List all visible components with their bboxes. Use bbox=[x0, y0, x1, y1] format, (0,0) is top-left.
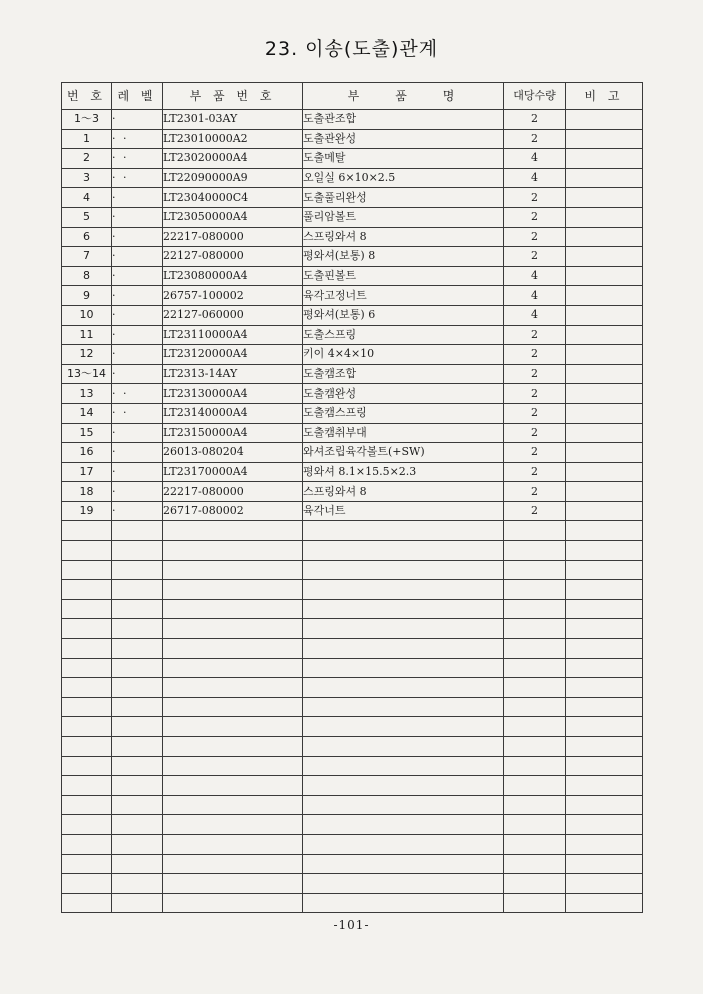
cell-remarks bbox=[566, 443, 643, 463]
cell-part-name: 육각고정너트 bbox=[303, 286, 504, 306]
empty-cell bbox=[163, 580, 303, 600]
empty-cell bbox=[303, 834, 504, 854]
empty-cell bbox=[504, 795, 566, 815]
cell-part-name: 도출캠취부대 bbox=[303, 423, 504, 443]
cell-remarks bbox=[566, 168, 643, 188]
empty-row bbox=[62, 717, 643, 737]
empty-cell bbox=[566, 756, 643, 776]
cell-qty: 2 bbox=[504, 364, 566, 384]
cell-part-no: LT23170000A4 bbox=[163, 462, 303, 482]
empty-cell bbox=[303, 541, 504, 561]
empty-row bbox=[62, 737, 643, 757]
empty-cell bbox=[62, 580, 112, 600]
cell-part-no: 22127-060000 bbox=[163, 305, 303, 325]
cell-level: · bbox=[112, 286, 163, 306]
empty-cell bbox=[303, 717, 504, 737]
empty-cell bbox=[566, 619, 643, 639]
cell-level: · bbox=[112, 462, 163, 482]
empty-cell bbox=[62, 658, 112, 678]
cell-remarks bbox=[566, 423, 643, 443]
header-level: 레 벨 bbox=[112, 83, 163, 110]
empty-cell bbox=[566, 697, 643, 717]
cell-part-no: LT23010000A2 bbox=[163, 129, 303, 149]
empty-row bbox=[62, 658, 643, 678]
empty-cell bbox=[566, 795, 643, 815]
table-row bbox=[62, 364, 643, 384]
empty-cell bbox=[303, 619, 504, 639]
cell-level: · bbox=[112, 443, 163, 463]
empty-cell bbox=[504, 874, 566, 894]
cell-qty: 4 bbox=[504, 149, 566, 169]
table-body bbox=[62, 110, 643, 913]
cell-part-no: LT23050000A4 bbox=[163, 207, 303, 227]
cell-level: · · bbox=[112, 384, 163, 404]
empty-cell bbox=[504, 678, 566, 698]
table-row bbox=[62, 266, 643, 286]
empty-cell bbox=[163, 874, 303, 894]
empty-cell bbox=[163, 639, 303, 659]
empty-cell bbox=[303, 580, 504, 600]
cell-qty: 2 bbox=[504, 482, 566, 502]
empty-cell bbox=[504, 737, 566, 757]
cell-part-name: 도출메탈 bbox=[303, 149, 504, 169]
cell-part-name: 도출관조합 bbox=[303, 110, 504, 130]
empty-cell bbox=[566, 521, 643, 541]
cell-part-name: 육각너트 bbox=[303, 501, 504, 521]
page-number: -101- bbox=[333, 918, 370, 932]
cell-remarks bbox=[566, 305, 643, 325]
empty-cell bbox=[62, 854, 112, 874]
cell-part-no: LT23020000A4 bbox=[163, 149, 303, 169]
empty-cell bbox=[163, 619, 303, 639]
cell-no: 8 bbox=[62, 266, 112, 286]
empty-row bbox=[62, 678, 643, 698]
cell-remarks bbox=[566, 110, 643, 130]
cell-part-name: 평와셔 8.1×15.5×2.3 bbox=[303, 462, 504, 482]
cell-part-name: 키이 4×4×10 bbox=[303, 345, 504, 365]
cell-no: 9 bbox=[62, 286, 112, 306]
cell-part-name: 도출캠조합 bbox=[303, 364, 504, 384]
empty-cell bbox=[112, 776, 163, 796]
cell-level: · · bbox=[112, 403, 163, 423]
cell-level: · bbox=[112, 110, 163, 130]
cell-remarks bbox=[566, 403, 643, 423]
empty-row bbox=[62, 560, 643, 580]
cell-qty: 2 bbox=[504, 325, 566, 345]
cell-part-name: 도출핀볼트 bbox=[303, 266, 504, 286]
empty-cell bbox=[163, 815, 303, 835]
header-part-no: 부 품 번 호 bbox=[163, 83, 303, 110]
cell-part-name: 도출캠스프링 bbox=[303, 403, 504, 423]
cell-qty: 2 bbox=[504, 227, 566, 247]
empty-cell bbox=[163, 795, 303, 815]
empty-cell bbox=[504, 639, 566, 659]
empty-cell bbox=[504, 521, 566, 541]
cell-part-name: 스프링와셔 8 bbox=[303, 227, 504, 247]
empty-cell bbox=[112, 854, 163, 874]
cell-no: 5 bbox=[62, 207, 112, 227]
empty-cell bbox=[504, 756, 566, 776]
table-row bbox=[62, 345, 643, 365]
cell-level: · · bbox=[112, 129, 163, 149]
empty-row bbox=[62, 619, 643, 639]
empty-row bbox=[62, 815, 643, 835]
empty-cell bbox=[504, 619, 566, 639]
empty-cell bbox=[163, 678, 303, 698]
empty-cell bbox=[112, 717, 163, 737]
table-row bbox=[62, 443, 643, 463]
empty-cell bbox=[504, 834, 566, 854]
table-row bbox=[62, 207, 643, 227]
cell-remarks bbox=[566, 384, 643, 404]
cell-no: 1 bbox=[62, 129, 112, 149]
table-row bbox=[62, 501, 643, 521]
empty-cell bbox=[62, 639, 112, 659]
cell-remarks bbox=[566, 501, 643, 521]
empty-cell bbox=[112, 756, 163, 776]
cell-level: · bbox=[112, 207, 163, 227]
cell-level: · bbox=[112, 247, 163, 267]
cell-no: 14 bbox=[62, 403, 112, 423]
cell-no: 12 bbox=[62, 345, 112, 365]
cell-qty: 2 bbox=[504, 207, 566, 227]
table-row bbox=[62, 129, 643, 149]
cell-remarks bbox=[566, 266, 643, 286]
empty-cell bbox=[303, 521, 504, 541]
cell-level: · bbox=[112, 423, 163, 443]
cell-part-no: 22217-080000 bbox=[163, 227, 303, 247]
cell-part-name: 도출스프링 bbox=[303, 325, 504, 345]
empty-cell bbox=[62, 874, 112, 894]
cell-level: · bbox=[112, 501, 163, 521]
empty-cell bbox=[566, 580, 643, 600]
empty-cell bbox=[303, 854, 504, 874]
empty-cell bbox=[504, 541, 566, 561]
table-row bbox=[62, 247, 643, 267]
cell-level: · bbox=[112, 364, 163, 384]
cell-qty: 4 bbox=[504, 286, 566, 306]
empty-cell bbox=[566, 874, 643, 894]
table-row bbox=[62, 482, 643, 502]
empty-cell bbox=[163, 893, 303, 913]
empty-cell bbox=[566, 893, 643, 913]
empty-cell bbox=[62, 795, 112, 815]
parts-table bbox=[61, 82, 643, 913]
cell-level: · bbox=[112, 325, 163, 345]
cell-part-name: 도출풀리완성 bbox=[303, 188, 504, 208]
empty-cell bbox=[112, 580, 163, 600]
cell-part-no: LT23110000A4 bbox=[163, 325, 303, 345]
cell-no: 19 bbox=[62, 501, 112, 521]
empty-cell bbox=[62, 678, 112, 698]
empty-cell bbox=[566, 834, 643, 854]
cell-part-no: 26013-080204 bbox=[163, 443, 303, 463]
empty-cell bbox=[62, 834, 112, 854]
empty-row bbox=[62, 756, 643, 776]
cell-part-name: 평와셔(보통) 8 bbox=[303, 247, 504, 267]
cell-no: 10 bbox=[62, 305, 112, 325]
empty-cell bbox=[62, 737, 112, 757]
empty-cell bbox=[163, 599, 303, 619]
empty-cell bbox=[62, 756, 112, 776]
empty-cell bbox=[163, 737, 303, 757]
cell-no: 15 bbox=[62, 423, 112, 443]
cell-qty: 4 bbox=[504, 168, 566, 188]
cell-remarks bbox=[566, 149, 643, 169]
table-row bbox=[62, 403, 643, 423]
cell-no: 11 bbox=[62, 325, 112, 345]
cell-part-name: 도출캠완성 bbox=[303, 384, 504, 404]
table-row bbox=[62, 149, 643, 169]
empty-row bbox=[62, 599, 643, 619]
cell-part-no: LT2301-03AY bbox=[163, 110, 303, 130]
cell-part-no: LT2313-14AY bbox=[163, 364, 303, 384]
empty-cell bbox=[112, 893, 163, 913]
cell-part-no: 26717-080002 bbox=[163, 501, 303, 521]
empty-cell bbox=[566, 639, 643, 659]
empty-row bbox=[62, 776, 643, 796]
empty-cell bbox=[303, 756, 504, 776]
empty-cell bbox=[566, 737, 643, 757]
empty-cell bbox=[112, 678, 163, 698]
empty-cell bbox=[504, 776, 566, 796]
cell-no: 18 bbox=[62, 482, 112, 502]
cell-level: · bbox=[112, 305, 163, 325]
cell-level: · bbox=[112, 345, 163, 365]
cell-level: · bbox=[112, 227, 163, 247]
cell-no: 3 bbox=[62, 168, 112, 188]
empty-cell bbox=[62, 815, 112, 835]
cell-qty: 2 bbox=[504, 110, 566, 130]
cell-qty: 2 bbox=[504, 129, 566, 149]
cell-part-no: LT23040000C4 bbox=[163, 188, 303, 208]
cell-remarks bbox=[566, 227, 643, 247]
cell-qty: 2 bbox=[504, 501, 566, 521]
cell-level: · bbox=[112, 482, 163, 502]
empty-cell bbox=[62, 521, 112, 541]
empty-cell bbox=[112, 737, 163, 757]
empty-cell bbox=[566, 776, 643, 796]
empty-cell bbox=[504, 560, 566, 580]
table-row bbox=[62, 325, 643, 345]
cell-part-no: 26757-100002 bbox=[163, 286, 303, 306]
empty-row bbox=[62, 893, 643, 913]
cell-remarks bbox=[566, 482, 643, 502]
cell-qty: 2 bbox=[504, 403, 566, 423]
cell-remarks bbox=[566, 129, 643, 149]
empty-cell bbox=[163, 658, 303, 678]
cell-part-name: 오일실 6×10×2.5 bbox=[303, 168, 504, 188]
cell-part-name: 스프링와셔 8 bbox=[303, 482, 504, 502]
empty-cell bbox=[62, 541, 112, 561]
empty-cell bbox=[112, 619, 163, 639]
cell-remarks bbox=[566, 207, 643, 227]
cell-part-no: LT23150000A4 bbox=[163, 423, 303, 443]
empty-row bbox=[62, 639, 643, 659]
cell-level: · bbox=[112, 188, 163, 208]
header-part-name: 부 품 명 bbox=[303, 83, 504, 110]
cell-qty: 2 bbox=[504, 247, 566, 267]
cell-no: 4 bbox=[62, 188, 112, 208]
cell-remarks bbox=[566, 345, 643, 365]
empty-cell bbox=[566, 678, 643, 698]
cell-no: 16 bbox=[62, 443, 112, 463]
empty-cell bbox=[504, 717, 566, 737]
empty-row bbox=[62, 834, 643, 854]
header-row bbox=[62, 83, 643, 110]
cell-part-no: LT22090000A9 bbox=[163, 168, 303, 188]
empty-row bbox=[62, 521, 643, 541]
empty-cell bbox=[303, 599, 504, 619]
empty-row bbox=[62, 874, 643, 894]
cell-qty: 4 bbox=[504, 305, 566, 325]
empty-cell bbox=[163, 697, 303, 717]
empty-cell bbox=[303, 697, 504, 717]
cell-remarks bbox=[566, 286, 643, 306]
cell-qty: 2 bbox=[504, 443, 566, 463]
empty-cell bbox=[504, 599, 566, 619]
empty-cell bbox=[303, 893, 504, 913]
empty-cell bbox=[163, 560, 303, 580]
cell-qty: 2 bbox=[504, 345, 566, 365]
empty-cell bbox=[112, 834, 163, 854]
table-row bbox=[62, 110, 643, 130]
cell-no: 7 bbox=[62, 247, 112, 267]
cell-level: · bbox=[112, 266, 163, 286]
header-remarks: 비 고 bbox=[566, 83, 643, 110]
empty-cell bbox=[303, 815, 504, 835]
empty-cell bbox=[504, 580, 566, 600]
empty-cell bbox=[62, 893, 112, 913]
cell-remarks bbox=[566, 364, 643, 384]
empty-cell bbox=[112, 541, 163, 561]
empty-cell bbox=[163, 756, 303, 776]
empty-cell bbox=[163, 854, 303, 874]
empty-row bbox=[62, 795, 643, 815]
empty-cell bbox=[112, 560, 163, 580]
empty-cell bbox=[163, 521, 303, 541]
empty-cell bbox=[303, 658, 504, 678]
empty-cell bbox=[566, 599, 643, 619]
cell-level: · · bbox=[112, 168, 163, 188]
page-title: 23. 이송(도출)관계 bbox=[264, 38, 439, 60]
table-row bbox=[62, 423, 643, 443]
cell-qty: 2 bbox=[504, 384, 566, 404]
empty-cell bbox=[112, 521, 163, 541]
empty-cell bbox=[504, 893, 566, 913]
cell-part-name: 와셔조립육각볼트(+SW) bbox=[303, 443, 504, 463]
empty-cell bbox=[566, 560, 643, 580]
cell-part-no: LT23140000A4 bbox=[163, 403, 303, 423]
empty-cell bbox=[566, 854, 643, 874]
empty-cell bbox=[62, 560, 112, 580]
cell-remarks bbox=[566, 188, 643, 208]
cell-level: · · bbox=[112, 149, 163, 169]
empty-cell bbox=[112, 874, 163, 894]
empty-cell bbox=[303, 560, 504, 580]
table-row bbox=[62, 286, 643, 306]
empty-row bbox=[62, 697, 643, 717]
empty-cell bbox=[504, 697, 566, 717]
table-row bbox=[62, 305, 643, 325]
empty-cell bbox=[303, 737, 504, 757]
empty-cell bbox=[62, 717, 112, 737]
cell-remarks bbox=[566, 325, 643, 345]
empty-cell bbox=[163, 541, 303, 561]
cell-qty: 2 bbox=[504, 188, 566, 208]
cell-part-no: 22127-080000 bbox=[163, 247, 303, 267]
empty-cell bbox=[303, 874, 504, 894]
empty-cell bbox=[303, 639, 504, 659]
cell-part-name: 풀리암볼트 bbox=[303, 207, 504, 227]
cell-part-name: 도출관완성 bbox=[303, 129, 504, 149]
empty-cell bbox=[112, 599, 163, 619]
empty-cell bbox=[62, 776, 112, 796]
cell-part-name: 평와셔(보통) 6 bbox=[303, 305, 504, 325]
empty-cell bbox=[163, 717, 303, 737]
cell-qty: 2 bbox=[504, 423, 566, 443]
empty-cell bbox=[112, 697, 163, 717]
header-no: 번 호 bbox=[62, 83, 112, 110]
empty-cell bbox=[566, 815, 643, 835]
cell-qty: 4 bbox=[504, 266, 566, 286]
empty-row bbox=[62, 854, 643, 874]
empty-cell bbox=[303, 776, 504, 796]
cell-part-no: LT23130000A4 bbox=[163, 384, 303, 404]
cell-qty: 2 bbox=[504, 462, 566, 482]
cell-part-no: LT23080000A4 bbox=[163, 266, 303, 286]
table-row bbox=[62, 384, 643, 404]
table-row bbox=[62, 227, 643, 247]
empty-cell bbox=[163, 776, 303, 796]
cell-remarks bbox=[566, 462, 643, 482]
cell-no: 6 bbox=[62, 227, 112, 247]
empty-cell bbox=[504, 815, 566, 835]
empty-cell bbox=[112, 658, 163, 678]
cell-no: 13 bbox=[62, 384, 112, 404]
empty-cell bbox=[303, 678, 504, 698]
cell-no: 2 bbox=[62, 149, 112, 169]
cell-no: 13～14 bbox=[62, 364, 112, 384]
table-row bbox=[62, 168, 643, 188]
cell-part-no: LT23120000A4 bbox=[163, 345, 303, 365]
empty-cell bbox=[163, 834, 303, 854]
table-row bbox=[62, 462, 643, 482]
empty-cell bbox=[112, 815, 163, 835]
empty-cell bbox=[112, 639, 163, 659]
empty-cell bbox=[566, 541, 643, 561]
empty-cell bbox=[112, 795, 163, 815]
empty-cell bbox=[504, 854, 566, 874]
empty-cell bbox=[504, 658, 566, 678]
empty-cell bbox=[566, 658, 643, 678]
empty-cell bbox=[62, 619, 112, 639]
cell-remarks bbox=[566, 247, 643, 267]
empty-cell bbox=[566, 717, 643, 737]
cell-no: 1～3 bbox=[62, 110, 112, 130]
empty-cell bbox=[303, 795, 504, 815]
cell-part-no: 22217-080000 bbox=[163, 482, 303, 502]
empty-row bbox=[62, 580, 643, 600]
empty-cell bbox=[62, 599, 112, 619]
empty-row bbox=[62, 541, 643, 561]
cell-no: 17 bbox=[62, 462, 112, 482]
table-row bbox=[62, 188, 643, 208]
header-qty: 대당수량 bbox=[504, 83, 566, 110]
empty-cell bbox=[62, 697, 112, 717]
